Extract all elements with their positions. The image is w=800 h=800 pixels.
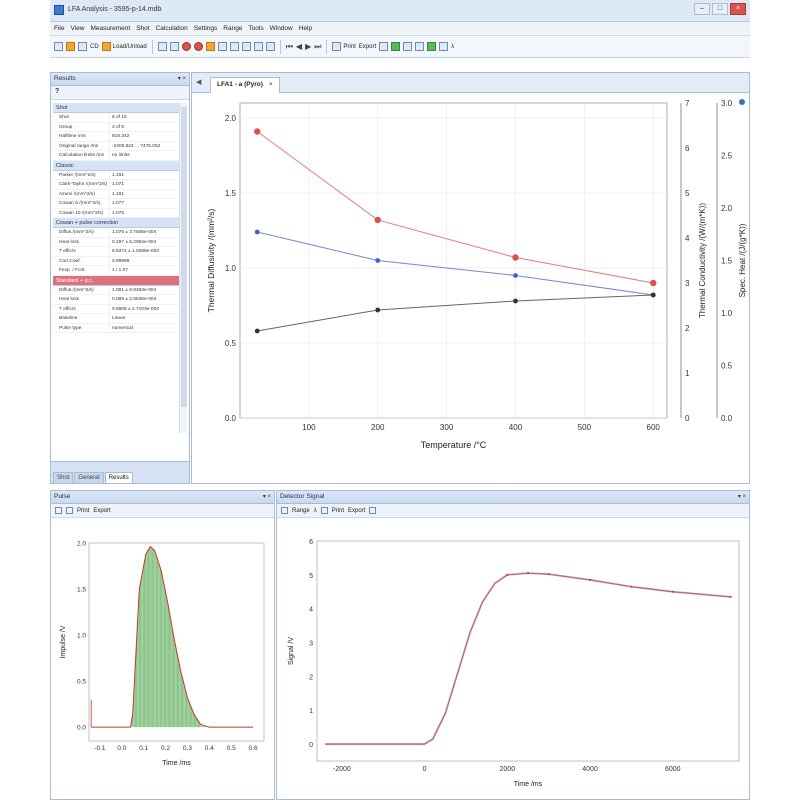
title-bar bbox=[50, 0, 750, 22]
right-axis-1-tick: 0 bbox=[685, 414, 690, 423]
x-tick-label: 4000 bbox=[582, 766, 598, 773]
print-label: Print bbox=[343, 43, 356, 50]
pulse-print-button[interactable]: Print bbox=[77, 507, 90, 514]
lfa-analysis-window bbox=[50, 0, 750, 800]
row-key: Azumi /(mm^2/s) bbox=[59, 191, 95, 197]
pulse-chart[interactable] bbox=[51, 491, 274, 799]
results-panel-header bbox=[51, 73, 189, 86]
row-value: 1.161 bbox=[109, 171, 179, 180]
grid-row[interactable] bbox=[53, 238, 179, 248]
group-header[interactable]: Shot bbox=[53, 103, 179, 113]
load-unload-button[interactable] bbox=[102, 42, 147, 51]
detector-panel-title: Detector Signal bbox=[280, 493, 325, 500]
right-axis-1-tick: 3 bbox=[685, 279, 690, 288]
y-tick-label: 1.0 bbox=[224, 264, 236, 273]
x-tick-label: 100 bbox=[302, 423, 316, 432]
help-question-icon[interactable]: ? bbox=[55, 88, 60, 95]
right-axis-2-tick: 3.0 bbox=[721, 99, 733, 108]
results-panel bbox=[50, 72, 190, 484]
menu-settings[interactable]: Settings bbox=[193, 25, 218, 32]
window-controls bbox=[694, 3, 746, 15]
x-axis-label: Time /ms bbox=[162, 760, 191, 767]
zoom-icon[interactable] bbox=[230, 42, 239, 51]
row-key: Pulse type bbox=[59, 325, 82, 331]
toolbar-separator bbox=[152, 40, 153, 54]
right-axis-1-label: Thermal Conductivity /(W/(m*K)) bbox=[698, 202, 707, 319]
right-axis-2-label: Spec. Heat /(J/(g*K)) bbox=[738, 223, 747, 298]
x-tick-label: 6000 bbox=[665, 766, 681, 773]
grid-row[interactable] bbox=[53, 113, 179, 123]
signal-point bbox=[589, 579, 591, 581]
x-tick-label: 0.5 bbox=[226, 745, 236, 752]
maximize-button[interactable]: □ bbox=[712, 3, 728, 15]
record-icon[interactable] bbox=[182, 42, 191, 51]
right-axis-2-tick: 0.5 bbox=[721, 361, 733, 371]
tab-general[interactable]: General bbox=[74, 472, 103, 483]
x-tick-label: 500 bbox=[577, 423, 592, 432]
y-tick-label: 0.5 bbox=[76, 678, 86, 686]
x-tick-label: 600 bbox=[646, 423, 660, 432]
row-value: -2409.824 ... 7475.052 bbox=[109, 142, 179, 151]
x-tick-label: 0.6 bbox=[248, 745, 258, 752]
x-tick-label: 300 bbox=[439, 423, 454, 432]
row-value: 1.161 bbox=[109, 190, 179, 199]
window-title: LFA Analysis - 3595-p-14.mdb bbox=[68, 6, 162, 13]
pulse-export-button[interactable]: Export bbox=[93, 507, 111, 514]
row-value: 6.6374 ± 1.0289e-003 bbox=[109, 247, 179, 256]
y-tick-label: 0.0 bbox=[224, 414, 236, 423]
lambda-label: λ bbox=[451, 43, 455, 50]
settings-icon[interactable] bbox=[78, 42, 87, 51]
grid-row[interactable] bbox=[53, 286, 179, 296]
row-key: Original range /ms bbox=[59, 143, 99, 149]
y-axis-label: Signal /V bbox=[288, 636, 295, 666]
calc-icon[interactable] bbox=[266, 42, 275, 51]
grid-row[interactable] bbox=[53, 171, 179, 181]
cursor-icon[interactable] bbox=[403, 42, 412, 51]
grid-row[interactable] bbox=[53, 209, 179, 219]
y-tick-label: 1.0 bbox=[76, 632, 86, 640]
scrollbar-thumb[interactable] bbox=[181, 107, 187, 407]
y-tick-label: 4 bbox=[309, 606, 313, 614]
pulse-panel bbox=[50, 490, 275, 800]
right-axis-1-tick: 1 bbox=[685, 369, 690, 378]
highlight-icon[interactable] bbox=[206, 42, 215, 51]
row-key: Baseline bbox=[59, 316, 78, 321]
right-axis-1-tick: 6 bbox=[685, 144, 690, 153]
group-header-selected[interactable]: Standard + p.c. bbox=[53, 276, 179, 286]
tab-shot[interactable]: Shot bbox=[53, 472, 73, 483]
x-tick-label: 0.2 bbox=[161, 745, 171, 752]
signal-point bbox=[730, 596, 732, 598]
print-button[interactable] bbox=[332, 42, 355, 51]
search-icon[interactable] bbox=[415, 42, 424, 51]
x-tick-label: 200 bbox=[371, 423, 385, 432]
row-value: 0.6808 ± 2.7103e-003 bbox=[109, 305, 179, 314]
menu-window[interactable]: Window bbox=[269, 25, 293, 32]
menu-file[interactable]: File bbox=[54, 25, 65, 32]
grid-row[interactable] bbox=[53, 228, 179, 238]
export-button[interactable] bbox=[359, 44, 376, 50]
tab-list-arrow-icon[interactable]: ◀ bbox=[196, 79, 202, 86]
row-value: 6 of 15 bbox=[109, 113, 179, 122]
y-tick-label: 2.0 bbox=[224, 114, 236, 123]
x-tick-label: 0.1 bbox=[139, 745, 149, 752]
save-icon[interactable] bbox=[379, 42, 388, 51]
results-scrollbar[interactable] bbox=[179, 103, 187, 433]
x-tick-label: 0.3 bbox=[182, 745, 192, 752]
y-axis-label: Thermal Diffusivity /(mm²/s) bbox=[206, 208, 216, 313]
data-point bbox=[650, 280, 656, 286]
row-value: numerical bbox=[109, 324, 179, 333]
data-point bbox=[254, 128, 260, 134]
x-tick-label: 0 bbox=[422, 766, 427, 773]
tab-close-icon[interactable]: × bbox=[268, 81, 273, 88]
row-key: T effic/s bbox=[59, 249, 76, 254]
data-point bbox=[375, 308, 380, 313]
new-file-icon[interactable] bbox=[54, 42, 63, 51]
range-button[interactable]: Range bbox=[292, 507, 310, 514]
grid-row[interactable] bbox=[53, 142, 179, 152]
row-value: Linear bbox=[109, 314, 179, 323]
row-value: 0.085 ± 2.6536e-004 bbox=[109, 295, 179, 304]
export-label: Export bbox=[358, 43, 377, 50]
row-key: Heat loss bbox=[59, 297, 79, 302]
right-axis-2-tick: 2.5 bbox=[721, 151, 733, 161]
menu-help[interactable]: Help bbox=[298, 25, 313, 32]
fit-icon[interactable] bbox=[391, 42, 400, 51]
y-tick-label: 1 bbox=[309, 708, 313, 716]
grid-row[interactable] bbox=[53, 180, 179, 190]
y-tick-label: 0.5 bbox=[224, 339, 236, 348]
x-tick-label: 400 bbox=[508, 423, 523, 432]
row-value: no limits bbox=[109, 151, 179, 160]
row-key: Cowan 10 /(mm^2/s) bbox=[59, 210, 104, 216]
y-tick-label: 0 bbox=[309, 742, 313, 750]
y-tick-label: 2 bbox=[309, 674, 313, 682]
grid-row[interactable] bbox=[53, 199, 179, 209]
grid-row[interactable] bbox=[53, 266, 179, 276]
main-toolbar bbox=[50, 36, 750, 58]
data-point bbox=[375, 217, 381, 223]
row-key: Parker /(mm^2/s) bbox=[59, 172, 96, 178]
refresh-icon[interactable] bbox=[439, 42, 448, 51]
row-key: Clark-Taylor /(mm^2/s) bbox=[59, 182, 108, 187]
results-help-bar bbox=[51, 86, 189, 100]
data-point bbox=[513, 273, 518, 278]
bulb-icon[interactable] bbox=[254, 42, 263, 51]
menu-shot[interactable]: Shot bbox=[136, 25, 150, 32]
grid-row[interactable] bbox=[53, 123, 179, 133]
y-tick-label: 1.5 bbox=[76, 586, 86, 594]
data-point bbox=[255, 329, 260, 334]
row-value: 1.077 bbox=[109, 199, 179, 208]
row-key: Cowan 5 /(mm^2/s) bbox=[59, 201, 101, 206]
toolbar-separator bbox=[326, 40, 327, 54]
results-tabs bbox=[51, 461, 189, 483]
pin-icon[interactable]: ▾ × bbox=[262, 494, 271, 500]
stop-icon[interactable] bbox=[194, 42, 203, 51]
row-key: Halftime /ms bbox=[59, 134, 86, 139]
y-tick-label: 2.0 bbox=[76, 540, 86, 548]
x-axis-label: Temperature /°C bbox=[420, 440, 487, 450]
tab-lfa1-label: LFA1 - a (Pyro) bbox=[217, 81, 263, 88]
row-key: Shot bbox=[59, 115, 69, 120]
grid-row[interactable] bbox=[53, 314, 179, 324]
app-icon bbox=[54, 5, 64, 15]
detector-chart[interactable] bbox=[277, 491, 749, 799]
open-folder-icon[interactable] bbox=[66, 42, 75, 51]
pulse-panel-title: Pulse bbox=[54, 493, 71, 500]
right-axis-2-tick: 1.0 bbox=[721, 309, 733, 318]
results-panel-title: Results bbox=[54, 75, 76, 82]
thermal-properties-chart[interactable] bbox=[192, 73, 749, 483]
signal-point bbox=[630, 586, 632, 588]
grid-row[interactable] bbox=[53, 295, 179, 305]
menu-tools[interactable]: Tools bbox=[248, 25, 264, 32]
x-tick-label: 0.0 bbox=[117, 745, 127, 752]
cd-button[interactable] bbox=[90, 44, 99, 50]
signal-point bbox=[527, 572, 529, 574]
pin-icon[interactable]: ▾ × bbox=[177, 76, 186, 82]
grid-row[interactable] bbox=[53, 132, 179, 142]
toolbar-separator bbox=[280, 40, 281, 54]
menu-bar bbox=[50, 22, 750, 36]
right-axis-2-tick: 2.0 bbox=[721, 204, 733, 213]
group-header[interactable]: Cowan + pulse correction bbox=[53, 218, 179, 228]
y-tick-label: 0.0 bbox=[76, 724, 86, 732]
y-axis-label: Impulse /V bbox=[60, 625, 67, 659]
right-axis-2-tick: 1.5 bbox=[721, 256, 733, 266]
right-axis-1-tick: 5 bbox=[685, 189, 690, 198]
row-key: Fexp. / Fcrit. bbox=[59, 268, 86, 273]
group-header[interactable]: Classic bbox=[53, 161, 179, 171]
detector-panel bbox=[276, 490, 750, 800]
lambda-button[interactable] bbox=[451, 44, 454, 50]
tab-results[interactable]: Results bbox=[105, 472, 133, 483]
lambda-button[interactable]: λ bbox=[313, 507, 317, 514]
grid-row[interactable] bbox=[53, 324, 179, 334]
x-tick-label: 2000 bbox=[499, 766, 516, 773]
row-key: Diffus./(mm^2/s) bbox=[59, 230, 94, 235]
chart-icon[interactable] bbox=[218, 42, 227, 51]
y-tick-label: 3 bbox=[309, 640, 313, 648]
menu-measurement[interactable]: Measurement bbox=[90, 25, 131, 32]
marker-icon[interactable] bbox=[242, 42, 251, 51]
row-key: Heat loss bbox=[59, 239, 79, 245]
close-button[interactable]: × bbox=[730, 3, 746, 15]
right-axis-1-tick: 2 bbox=[685, 324, 690, 333]
menu-view[interactable]: View bbox=[70, 25, 85, 32]
data-point bbox=[651, 293, 656, 298]
grid-row[interactable] bbox=[53, 305, 179, 315]
row-value: 3 of 5 bbox=[109, 123, 179, 132]
menu-range[interactable]: Range bbox=[223, 25, 243, 32]
grid-row[interactable] bbox=[53, 190, 179, 200]
row-value: 0.197 ± 6.2964e-004 bbox=[109, 238, 179, 247]
right-axis-1-tick: 7 bbox=[685, 99, 690, 108]
data-point bbox=[255, 230, 260, 235]
row-value: 1.071 bbox=[109, 180, 179, 189]
row-value: 1.081 ± 6.9463e-004 bbox=[109, 286, 179, 295]
y-tick-label: 6 bbox=[309, 539, 313, 546]
print-icon bbox=[332, 42, 341, 51]
row-key: T effic/s bbox=[59, 306, 76, 312]
load-icon bbox=[102, 42, 111, 51]
pencil-icon[interactable] bbox=[170, 42, 179, 51]
data-point bbox=[375, 258, 380, 263]
row-value: 1.076 ± 3.7505e-004 bbox=[109, 228, 179, 237]
right-axis-2-tick: 0.0 bbox=[721, 414, 733, 423]
next-arrow-icon[interactable]: ▶ bbox=[305, 42, 312, 51]
row-value: 1.075 bbox=[109, 209, 179, 218]
right-axis-1-tick: 4 bbox=[685, 234, 690, 243]
main-chart-panel bbox=[191, 72, 750, 484]
x-axis-label: Time /ms bbox=[513, 781, 543, 788]
menu-calculation[interactable]: Calculation bbox=[155, 25, 188, 32]
detector-print-button[interactable]: Print bbox=[331, 507, 345, 514]
grid-row[interactable] bbox=[53, 257, 179, 267]
cd-label: CD bbox=[90, 43, 99, 50]
row-key: Group bbox=[59, 124, 73, 130]
row-value: 0.99998 bbox=[109, 257, 179, 266]
signal-point bbox=[548, 573, 550, 575]
load-unload-label: Load/Unload bbox=[112, 43, 147, 50]
row-value: 816.342 bbox=[109, 132, 179, 141]
prev-arrow-icon[interactable]: ◀ bbox=[295, 42, 303, 51]
row-value: 1 / 1.07 bbox=[109, 266, 179, 275]
row-key: Calculation limits /ms bbox=[59, 153, 105, 158]
row-key: Corr.Coef. bbox=[59, 258, 81, 264]
last-arrow-icon[interactable]: ⏭ bbox=[314, 41, 322, 51]
data-point bbox=[513, 299, 518, 304]
signal-point bbox=[506, 574, 508, 576]
plot-area bbox=[240, 103, 667, 418]
x-tick-label: -2000 bbox=[332, 766, 351, 773]
x-tick-label: 0.4 bbox=[204, 745, 214, 752]
x-tick-label: -0.1 bbox=[94, 745, 106, 752]
minimize-button[interactable]: – bbox=[694, 3, 710, 15]
grid-row[interactable] bbox=[53, 247, 179, 257]
data-point bbox=[512, 254, 518, 260]
pin-icon[interactable]: ▾ × bbox=[737, 494, 746, 500]
help-icon[interactable] bbox=[158, 42, 167, 51]
detector-export-button[interactable]: Export bbox=[348, 507, 366, 514]
y-tick-label: 1.5 bbox=[224, 189, 236, 198]
signal-point bbox=[672, 591, 674, 593]
results-grid bbox=[53, 103, 179, 333]
grid-row[interactable] bbox=[53, 151, 179, 161]
y-tick-label: 5 bbox=[309, 572, 313, 580]
range-icon[interactable] bbox=[427, 42, 436, 51]
first-arrow-icon[interactable]: ⏮ bbox=[285, 41, 293, 51]
row-key: Diffus./(mm^2/s) bbox=[59, 287, 94, 293]
